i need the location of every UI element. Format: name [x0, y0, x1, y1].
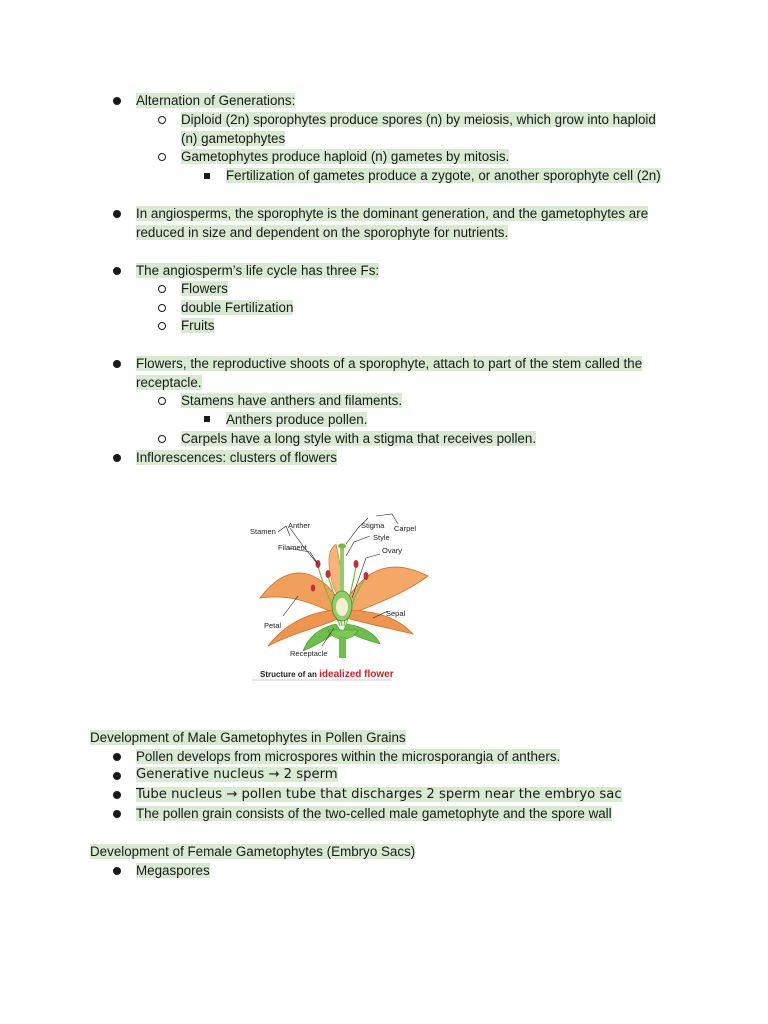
inflorescences-text: Inflorescences: clusters of flowers [136, 450, 337, 465]
bullet-disc [113, 360, 121, 368]
list-item [226, 166, 661, 185]
list-item [181, 110, 656, 129]
bullet-circle [158, 304, 166, 312]
male-heading: Development of Male Gametophytes in Pollen Grains [90, 730, 406, 745]
label-receptacle: Receptacle [290, 649, 328, 658]
label-ovary: Ovary [382, 546, 403, 555]
bullet-square [204, 173, 210, 179]
list-item [226, 410, 367, 429]
diploid-text-line2: (n) gametophytes [181, 131, 286, 146]
list-item-continuation [136, 373, 202, 392]
list-item [136, 765, 338, 784]
label-filament: Filament [278, 543, 307, 552]
carpels-text: Carpels have a long style with a stigma that receives pollen. [181, 431, 537, 446]
petal-shape [343, 567, 428, 614]
three-fs-item: double Fertilization [181, 300, 294, 315]
alternation-title: Alternation of Generations: [136, 93, 296, 108]
bullet-circle [158, 116, 166, 124]
three-fs-item: Flowers [181, 281, 228, 296]
bullet-circle [158, 285, 166, 293]
list-item [181, 391, 402, 410]
list-item [136, 354, 642, 373]
bullet-circle [158, 153, 166, 161]
angiosperm-text-line2: reduced in size and dependent on the sporophyte for nutrients. [136, 225, 509, 240]
bullet-circle [158, 435, 166, 443]
male-item: Generative nucleus → 2 sperm [136, 767, 338, 782]
diploid-text-line1: Diploid (2n) sporophytes produce spores (n) by meiosis, which grow into haploid [181, 112, 656, 127]
caption-prefix: Structure of an [260, 670, 320, 679]
list-item [136, 785, 622, 804]
list-item [181, 147, 509, 166]
list-item-continuation [181, 129, 285, 148]
male-item: Tube nucleus → pollen tube that discharges 2 sperm near the embryo sac [136, 787, 622, 802]
figure-caption [260, 669, 394, 680]
list-item-continuation [136, 223, 508, 242]
stem-shape [339, 636, 346, 658]
list-item [136, 91, 295, 110]
bullet-disc [113, 454, 121, 462]
ovule-shape [336, 598, 348, 616]
list-item [181, 316, 214, 335]
female-item: Megaspores [136, 863, 210, 878]
bullet-disc [113, 791, 121, 799]
male-item: Pollen develops from microspores within the microsporangia of anthers. [136, 749, 561, 764]
label-stigma: Stigma [361, 521, 385, 530]
anthers-text: Anthers produce pollen. [226, 412, 368, 427]
list-item [136, 747, 560, 766]
stamens-text: Stamens have anthers and filaments. [181, 393, 403, 408]
list-item [136, 261, 379, 280]
bullet-disc [113, 810, 121, 818]
list-item [181, 429, 536, 448]
three-fs-title: The angiosperm’s life cycle has three Fs: [136, 263, 380, 278]
male-item: The pollen grain consists of the two-celled male gametophyte and the spore wall [136, 806, 612, 821]
flowers-text-line1: Flowers, the reproductive shoots of a sporophyte, attach to part of the stem called the [136, 356, 643, 371]
fertilization-text: Fertilization of gametes produce a zygote, or another sporophyte cell (2n) [226, 168, 661, 183]
label-style: Style [373, 533, 390, 542]
stigma-shape [338, 544, 346, 549]
section-heading [90, 842, 415, 861]
list-item [136, 204, 648, 223]
label-carpel: Carpel [394, 524, 417, 533]
gametophytes-text: Gametophytes produce haploid (n) gametes by mitosis. [181, 149, 510, 164]
bullet-disc [113, 267, 121, 275]
bullet-disc [113, 867, 121, 875]
label-petal: Petal [264, 621, 282, 630]
flower-structure-figure [248, 506, 438, 686]
flowers-text-line2: receptacle. [136, 375, 202, 390]
petal-shape [260, 573, 343, 614]
bullet-disc [113, 753, 121, 761]
list-item [181, 298, 293, 317]
label-stamen: Stamen [250, 527, 276, 536]
three-fs-item: Fruits [181, 318, 215, 333]
label-anther: Anther [288, 521, 311, 530]
list-item [136, 861, 210, 880]
list-item [136, 448, 337, 467]
female-heading: Development of Female Gametophytes (Embryo Sacs) [90, 844, 416, 859]
angiosperm-text-line1: In angiosperms, the sporophyte is the dominant generation, and the gametophytes are [136, 206, 649, 221]
bullet-circle [158, 397, 166, 405]
caption-emphasis: idealized flower [319, 669, 394, 680]
bullet-square [204, 416, 210, 422]
bullet-circle [158, 322, 166, 330]
list-item [136, 804, 612, 823]
list-item [181, 279, 228, 298]
label-sepal: Sepal [386, 609, 406, 618]
bullet-disc [113, 210, 121, 218]
bullet-disc [113, 97, 121, 105]
bullet-disc [113, 772, 121, 780]
section-heading [90, 728, 406, 747]
